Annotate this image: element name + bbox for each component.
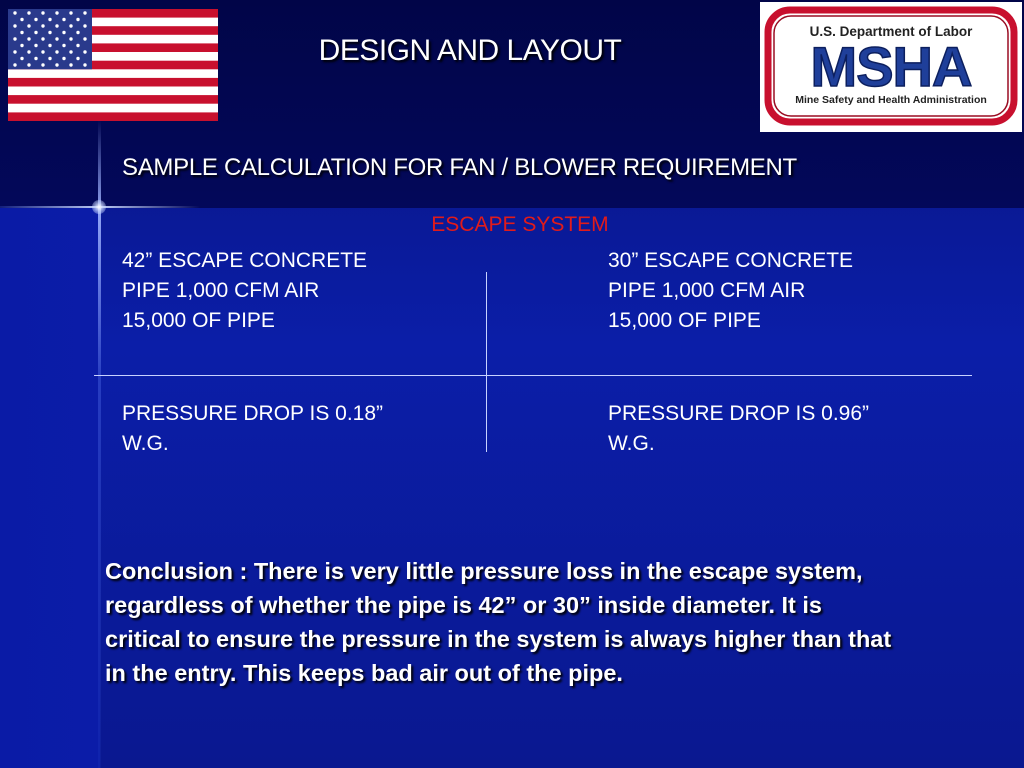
table-cell-30-inch-pressure xyxy=(608,399,869,459)
cell-line: 42” ESCAPE CONCRETE xyxy=(122,249,368,272)
page-title: DESIGN AND LAYOUT xyxy=(318,34,622,67)
decorative-sparkle-icon xyxy=(92,200,106,214)
table-divider-vertical xyxy=(486,272,487,452)
cell-line: 15,000 OF PIPE xyxy=(608,309,761,332)
conclusion-line: Conclusion : There is very little pressure loss in the escape system, xyxy=(105,558,863,584)
table-cell-30-inch-spec xyxy=(608,246,853,336)
slide-subtitle: SAMPLE CALCULATION FOR FAN / BLOWER REQUIREMENT xyxy=(122,154,797,181)
left-band xyxy=(0,208,100,768)
conclusion-line: critical to ensure the pressure in the system is always higher than that xyxy=(105,626,892,652)
section-heading: ESCAPE SYSTEM xyxy=(431,213,609,236)
us-flag-icon xyxy=(8,9,218,121)
conclusion-paragraph xyxy=(105,554,1005,690)
cell-line: PRESSURE DROP IS 0.18” xyxy=(122,402,384,425)
table-cell-42-inch-spec xyxy=(122,246,367,336)
cell-line: W.G. xyxy=(122,432,169,455)
cell-line: 15,000 OF PIPE xyxy=(122,309,275,332)
msha-logo xyxy=(760,2,1022,132)
table-cell-42-inch-pressure xyxy=(122,399,383,459)
conclusion-line: in the entry. This keeps bad air out of the pipe. xyxy=(105,660,623,686)
cell-line: PIPE 1,000 CFM AIR xyxy=(608,279,806,302)
cell-line: W.G. xyxy=(608,432,655,455)
logo-line-3: Mine Safety and Health Administration xyxy=(795,94,987,106)
logo-line-1: U.S. Department of Labor xyxy=(809,24,973,39)
cell-line: 30” ESCAPE CONCRETE xyxy=(608,249,854,272)
decorative-vertical-line xyxy=(98,120,101,768)
conclusion-line: regardless of whether the pipe is 42” or 30” inside diameter. It is xyxy=(105,592,822,618)
table-divider-horizontal xyxy=(94,375,972,376)
cell-line: PIPE 1,000 CFM AIR xyxy=(122,279,320,302)
logo-wordmark: MSHA xyxy=(810,35,972,98)
cell-line: PRESSURE DROP IS 0.96” xyxy=(608,402,870,425)
